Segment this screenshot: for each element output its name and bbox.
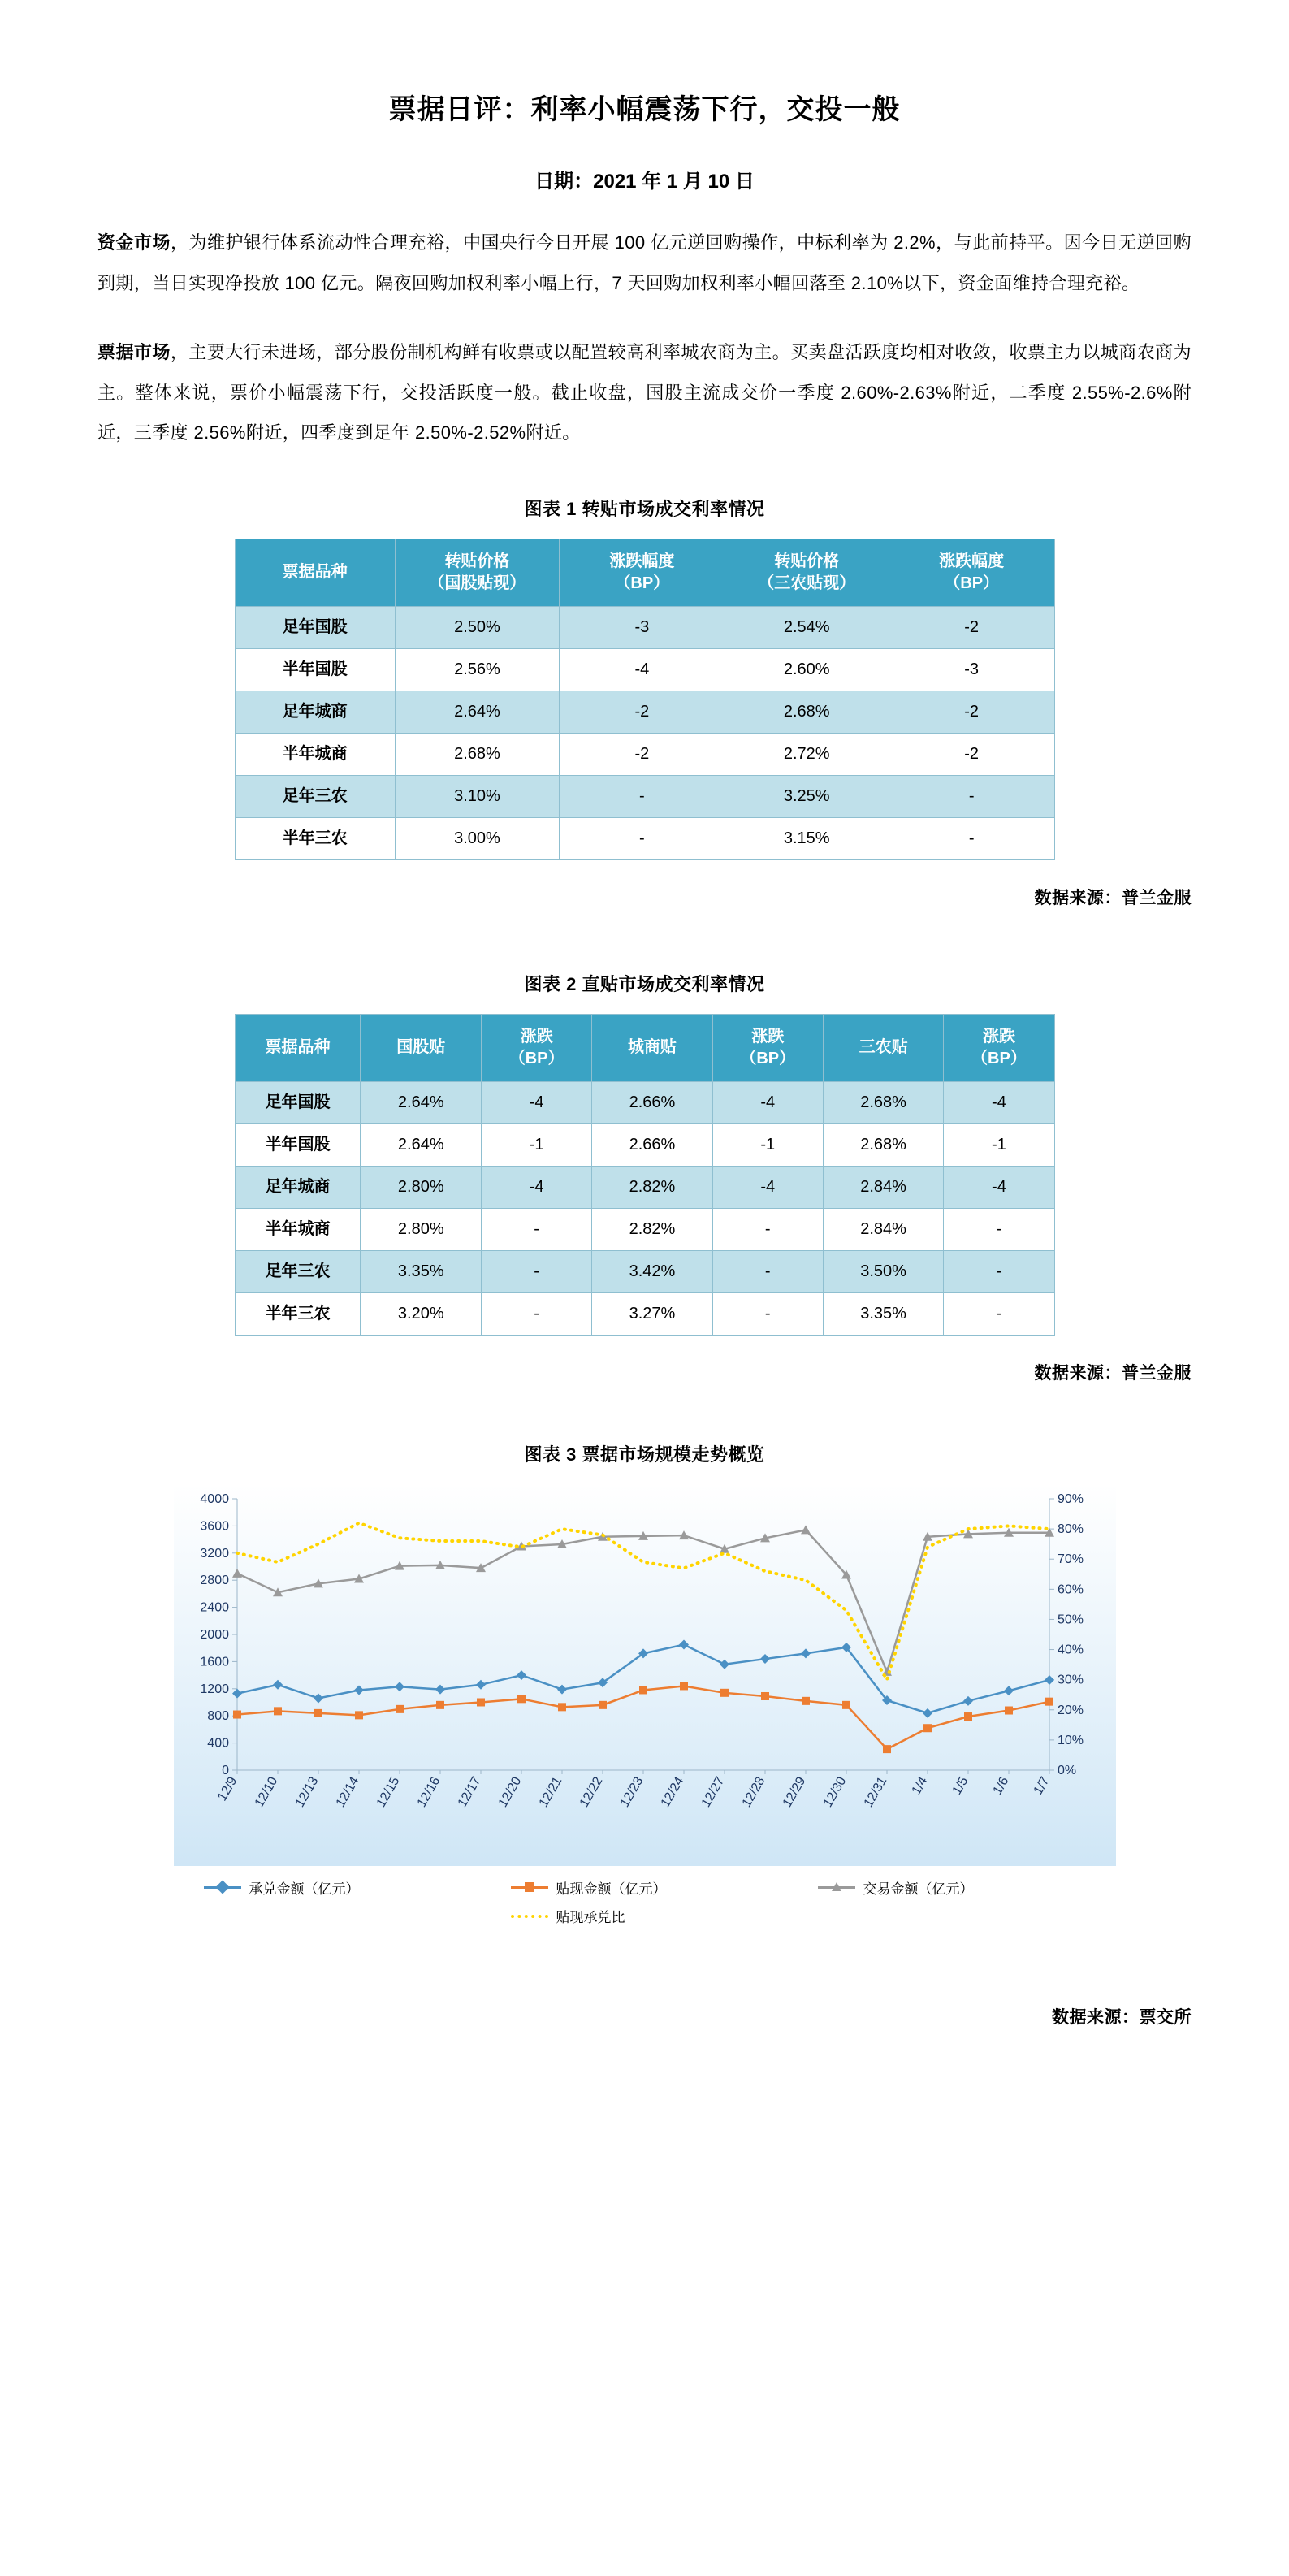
table-row	[235, 817, 1054, 859]
table1-cell: 2.50%	[395, 606, 559, 648]
svg-text:80%: 80%	[1057, 1522, 1084, 1536]
table-direct-discount-rates	[235, 1014, 1055, 1336]
chart-plot-area	[174, 1484, 1116, 1866]
table-transfer-rates	[235, 539, 1055, 860]
table1-cell: 2.68%	[725, 691, 889, 733]
table1-cell: -	[889, 817, 1054, 859]
svg-text:4000: 4000	[199, 1491, 229, 1506]
table1-cell: 3.15%	[725, 817, 889, 859]
table1-cell: 2.60%	[725, 648, 889, 691]
table-row	[235, 1123, 1054, 1166]
legend-label: 贴现金额（亿元）	[556, 1881, 667, 1897]
svg-text:70%: 70%	[1057, 1552, 1084, 1566]
svg-text:3600: 3600	[199, 1518, 229, 1533]
table1-cell: 2.56%	[395, 648, 559, 691]
svg-text:12/22: 12/22	[577, 1774, 605, 1810]
legend-item	[511, 1906, 779, 1926]
table1-cell: -	[560, 817, 725, 859]
table-row	[235, 1292, 1054, 1335]
table-row	[235, 1081, 1054, 1123]
svg-text:12/10: 12/10	[252, 1774, 280, 1810]
svg-text:12/28: 12/28	[739, 1774, 768, 1810]
table2-cell: 2.82%	[592, 1166, 713, 1208]
table1-cell: -3	[560, 606, 725, 648]
legend-marker-icon	[511, 1910, 548, 1921]
table1-cell: 半年城商	[235, 733, 395, 775]
table-row	[235, 1208, 1054, 1250]
svg-text:50%: 50%	[1057, 1612, 1084, 1626]
document-date: 日期：2021 年 1 月 10 日	[534, 171, 755, 193]
table1-cell: -2	[889, 733, 1054, 775]
paragraph-lead-funding: 资金市场	[97, 232, 171, 253]
table2-header-cell-0: 票据品种	[235, 1014, 361, 1081]
svg-text:12/31: 12/31	[861, 1774, 889, 1810]
table2-cell: 足年国股	[235, 1081, 361, 1123]
table2-cell: -	[482, 1250, 592, 1292]
svg-text:1200: 1200	[199, 1682, 229, 1696]
svg-text:2800: 2800	[199, 1573, 229, 1587]
svg-text:12/30: 12/30	[820, 1774, 849, 1810]
svg-text:12/23: 12/23	[617, 1774, 646, 1810]
table2-cell: 足年城商	[235, 1166, 361, 1208]
table1-cell: 2.68%	[395, 733, 559, 775]
table2-cell: 3.20%	[361, 1292, 482, 1335]
legend-marker-icon	[818, 1881, 855, 1893]
svg-text:0%: 0%	[1057, 1763, 1076, 1777]
table1-header-cell-3: 转贴价格 （三农贴现）	[725, 539, 889, 606]
table1-caption: 图表 1 转贴市场成交利率情况	[524, 498, 765, 519]
legend-label: 贴现承兑比	[556, 1909, 625, 1925]
table1-cell: 2.72%	[725, 733, 889, 775]
table2-cell: 2.66%	[592, 1081, 713, 1123]
table-row	[235, 1250, 1054, 1292]
svg-text:12/9: 12/9	[214, 1774, 240, 1803]
svg-text:800: 800	[206, 1708, 229, 1723]
svg-text:2000: 2000	[199, 1627, 229, 1642]
svg-text:1600: 1600	[199, 1654, 229, 1669]
table2-cell: -	[712, 1250, 823, 1292]
svg-text:20%: 20%	[1057, 1703, 1084, 1717]
table-header-row	[235, 539, 1054, 606]
legend-item	[818, 1877, 1086, 1898]
table1-cell: 2.54%	[725, 606, 889, 648]
table-row	[235, 606, 1054, 648]
table-row	[235, 775, 1054, 817]
table1-cell: -4	[560, 648, 725, 691]
table-row	[235, 691, 1054, 733]
table2-cell: 足年三农	[235, 1250, 361, 1292]
table2-cell: -1	[482, 1123, 592, 1166]
svg-text:10%: 10%	[1057, 1733, 1084, 1747]
chart-bill-market-scale	[174, 1484, 1116, 1926]
table1-cell: -3	[889, 648, 1054, 691]
table2-cell: 3.35%	[361, 1250, 482, 1292]
chart-legend	[174, 1877, 1116, 1926]
svg-text:12/15: 12/15	[374, 1774, 402, 1810]
table2-cell: -4	[712, 1166, 823, 1208]
paragraph-funding-market	[97, 223, 1192, 303]
table1-cell: -2	[560, 733, 725, 775]
table2-header-cell-6: 涨跌 （BP）	[944, 1014, 1054, 1081]
table2-header-cell-2: 涨跌 （BP）	[482, 1014, 592, 1081]
table2-cell: -	[482, 1208, 592, 1250]
table2-cell: -1	[944, 1123, 1054, 1166]
svg-text:12/24: 12/24	[658, 1774, 686, 1810]
table2-cell: 2.82%	[592, 1208, 713, 1250]
table2-cell: -	[944, 1208, 1054, 1250]
svg-text:12/13: 12/13	[292, 1774, 321, 1810]
table1-cell: 足年三农	[235, 775, 395, 817]
table1-cell: 足年国股	[235, 606, 395, 648]
svg-text:12/27: 12/27	[699, 1774, 727, 1810]
table2-cell: -	[944, 1292, 1054, 1335]
table2-cell: 3.27%	[592, 1292, 713, 1335]
svg-text:12/29: 12/29	[780, 1774, 808, 1810]
svg-text:0: 0	[221, 1763, 229, 1777]
table2-cell: 半年三农	[235, 1292, 361, 1335]
table2-header-cell-1: 国股贴	[361, 1014, 482, 1081]
svg-text:30%: 30%	[1057, 1673, 1084, 1687]
paragraph-lead-bill: 票据市场	[97, 342, 171, 362]
table2-source: 数据来源：普兰金服	[1034, 1363, 1192, 1383]
paragraph-body-bill: ，主要大行未进场，部分股份制机构鲜有收票或以配置较高利率城农商为主。买卖盘活跃度均相对收敛，收票主力以城商农商为主。整体来说，票价小幅震荡下行，交投活跃度一般。截止收盘，国股主流成交价一季度 2.60%-2.63%附近，二季度 2.55%-2.6%附近，三季度 2.56%附近，四季度到足年 2.50%-2.52%附近。	[97, 342, 1192, 443]
table1-cell: -2	[889, 691, 1054, 733]
svg-text:1/6: 1/6	[990, 1774, 1011, 1797]
svg-text:12/21: 12/21	[536, 1774, 564, 1810]
table2-cell: 2.84%	[823, 1166, 944, 1208]
paragraph-bill-market	[97, 332, 1192, 453]
table2-cell: 2.64%	[361, 1081, 482, 1123]
svg-text:40%: 40%	[1057, 1643, 1084, 1657]
legend-item	[204, 1877, 472, 1898]
table2-cell: 2.68%	[823, 1123, 944, 1166]
svg-text:400: 400	[206, 1736, 229, 1751]
svg-text:1/5: 1/5	[949, 1774, 971, 1797]
table1-header-cell-2: 涨跌幅度 （BP）	[560, 539, 725, 606]
legend-label: 承兑金额（亿元）	[249, 1881, 360, 1897]
legend-label: 交易金额（亿元）	[863, 1881, 974, 1897]
table-row	[235, 1166, 1054, 1208]
table2-cell: 半年城商	[235, 1208, 361, 1250]
table2-cell: 2.66%	[592, 1123, 713, 1166]
table-header-row	[235, 1014, 1054, 1081]
table2-cell: -	[482, 1292, 592, 1335]
table1-cell: 足年城商	[235, 691, 395, 733]
svg-text:90%: 90%	[1057, 1491, 1084, 1506]
table2-cell: 半年国股	[235, 1123, 361, 1166]
paragraph-body-funding: ，为维护银行体系流动性合理充裕，中国央行今日开展 100 亿元逆回购操作，中标利率为 2.2%，与此前持平。因今日无逆回购到期，当日实现净投放 100 亿元。隔夜回购加权利率小幅上行，7 天回购加权利率小幅回落至 2.10%以下，资金面维持合理充裕。	[97, 232, 1192, 293]
table1-cell: -2	[560, 691, 725, 733]
table2-cell: 2.64%	[361, 1123, 482, 1166]
table2-cell: 2.68%	[823, 1081, 944, 1123]
table2-cell: -	[712, 1292, 823, 1335]
table2-cell: -4	[944, 1081, 1054, 1123]
chart-svg	[174, 1484, 1116, 1866]
svg-text:12/14: 12/14	[333, 1774, 361, 1810]
table1-header-cell-0: 票据品种	[235, 539, 395, 606]
svg-text:2400: 2400	[199, 1600, 229, 1615]
table2-header-cell-5: 三农贴	[823, 1014, 944, 1081]
legend-marker-icon	[511, 1881, 548, 1893]
chart3-caption: 图表 3 票据市场规模走势概览	[524, 1444, 765, 1465]
table2-header-cell-4: 涨跌 （BP）	[712, 1014, 823, 1081]
svg-text:1/7: 1/7	[1031, 1774, 1052, 1797]
svg-text:12/16: 12/16	[414, 1774, 443, 1810]
table1-cell: 半年三农	[235, 817, 395, 859]
table2-cell: 3.35%	[823, 1292, 944, 1335]
svg-text:12/17: 12/17	[455, 1774, 483, 1810]
svg-text:12/20: 12/20	[495, 1774, 524, 1810]
svg-text:3200: 3200	[199, 1546, 229, 1561]
table1-cell: -	[889, 775, 1054, 817]
table1-cell: -	[560, 775, 725, 817]
svg-text:1/4: 1/4	[909, 1774, 930, 1797]
table1-source: 数据来源：普兰金服	[1034, 888, 1192, 907]
table2-cell: 3.42%	[592, 1250, 713, 1292]
legend-marker-icon	[204, 1881, 241, 1893]
table2-cell: -4	[944, 1166, 1054, 1208]
table2-cell: -4	[482, 1166, 592, 1208]
table2-cell: -	[944, 1250, 1054, 1292]
chart3-source: 数据来源：票交所	[1052, 2007, 1192, 2027]
table1-cell: 3.00%	[395, 817, 559, 859]
table2-cell: -4	[482, 1081, 592, 1123]
table2-cell: 2.80%	[361, 1166, 482, 1208]
legend-item	[511, 1877, 779, 1898]
table2-cell: -4	[712, 1081, 823, 1123]
table2-cell: -	[712, 1208, 823, 1250]
table2-caption: 图表 2 直贴市场成交利率情况	[524, 973, 765, 994]
table2-cell: 2.84%	[823, 1208, 944, 1250]
table2-cell: 3.50%	[823, 1250, 944, 1292]
table2-cell: -1	[712, 1123, 823, 1166]
table1-header-cell-1: 转贴价格 （国股贴现）	[395, 539, 559, 606]
table1-cell: 2.64%	[395, 691, 559, 733]
table1-cell: 半年国股	[235, 648, 395, 691]
table1-cell: 3.25%	[725, 775, 889, 817]
table2-cell: 2.80%	[361, 1208, 482, 1250]
page-title: 票据日评：利率小幅震荡下行，交投一般	[388, 94, 901, 125]
table1-header-cell-4: 涨跌幅度 （BP）	[889, 539, 1054, 606]
table1-cell: 3.10%	[395, 775, 559, 817]
table1-cell: -2	[889, 606, 1054, 648]
table-row	[235, 648, 1054, 691]
svg-text:60%: 60%	[1057, 1582, 1084, 1596]
table-row	[235, 733, 1054, 775]
table2-header-cell-3: 城商贴	[592, 1014, 713, 1081]
